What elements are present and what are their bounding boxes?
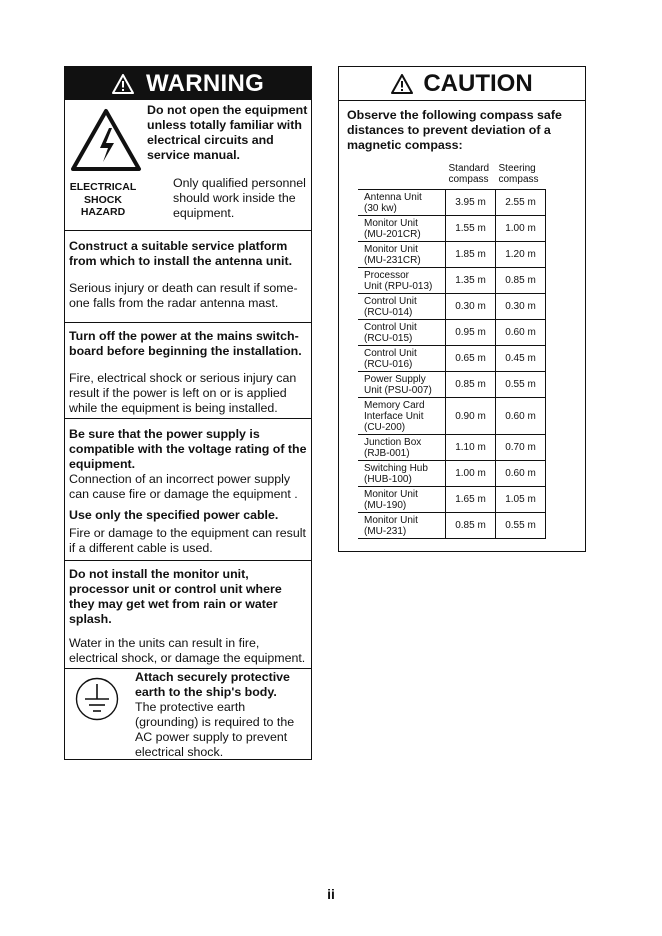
wet-warning-bold: Do not install the monitor unit, processor unit or control unit where they may get wet from rain or water splash. <box>69 567 282 626</box>
standard-distance-cell: 0.30 m <box>446 294 496 320</box>
platform-warning-bold: Construct a suitable service platform from which to install the antenna unit. <box>69 239 293 268</box>
hazard-label-line: ELECTRICAL <box>69 181 137 193</box>
caution-triangle-icon <box>391 74 413 94</box>
steering-distance-cell: 0.45 m <box>496 346 546 372</box>
warning-header <box>65 67 311 100</box>
hazard-label-line: SHOCK <box>84 193 122 206</box>
unit-name-line: Power Supply <box>364 373 426 385</box>
unit-name-line: Control Unit <box>364 347 417 359</box>
unit-name-cell <box>358 461 446 487</box>
protective-earth-icon <box>75 677 119 721</box>
electric-warning-text: Only qualified personnel should work inside the equipment. <box>173 176 306 220</box>
standard-distance-cell: 3.95 m <box>446 190 496 216</box>
unit-column-header <box>358 163 446 190</box>
unit-name-line: (MU-201CR) <box>364 228 421 240</box>
steering-distance-cell: 1.05 m <box>496 487 546 513</box>
unit-name-line: (RCU-014) <box>364 306 413 318</box>
table-row <box>358 268 546 294</box>
unit-name-cell <box>358 190 446 216</box>
warning-panel <box>64 66 312 760</box>
table-row <box>358 398 546 435</box>
unit-name-cell <box>358 487 446 513</box>
table-row <box>358 487 546 513</box>
power-off-section <box>65 322 311 418</box>
unit-name-line: Monitor Unit <box>364 488 418 500</box>
unit-name-line: Junction Box <box>364 436 422 448</box>
unit-name-line: (CU-200) <box>364 421 406 433</box>
unit-name-line: Control Unit <box>364 295 417 307</box>
standard-distance-cell: 1.10 m <box>446 435 496 461</box>
unit-name-cell <box>358 513 446 539</box>
unit-name-line: Unit (RPU-013) <box>364 280 433 292</box>
steering-distance-cell: 0.60 m <box>496 398 546 435</box>
steering-distance-cell: 2.55 m <box>496 190 546 216</box>
earth-warning-bold: Attach securely protective earth to the ship's body. <box>135 670 290 699</box>
power-off-warning-text: Fire, electrical shock or serious injury can result if the power is left on or is applied while the equipment is being installed. <box>69 371 297 415</box>
power-off-warning-bold: Turn off the power at the mains switch-board before beginning the installation. <box>69 329 302 358</box>
warning-title: WARNING <box>145 69 265 97</box>
high-voltage-icon <box>70 108 142 172</box>
unit-name-cell <box>358 320 446 346</box>
steering-distance-cell: 0.55 m <box>496 513 546 539</box>
standard-distance-cell: 0.95 m <box>446 320 496 346</box>
standard-distance-cell: 0.90 m <box>446 398 496 435</box>
unit-name-line: Interface Unit <box>364 410 424 422</box>
unit-name-cell <box>358 268 446 294</box>
unit-name-line: (MU-190) <box>364 499 407 511</box>
unit-name-line: Monitor Unit <box>364 217 418 229</box>
unit-name-line: Monitor Unit <box>364 514 418 526</box>
standard-distance-cell: 1.85 m <box>446 242 496 268</box>
steering-distance-cell: 1.20 m <box>496 242 546 268</box>
page-number: ii <box>327 886 335 902</box>
steering-distance-cell: 0.60 m <box>496 320 546 346</box>
steering-distance-cell: 1.00 m <box>496 216 546 242</box>
unit-name-line: (MU-231CR) <box>364 254 421 266</box>
caution-panel <box>338 66 586 552</box>
unit-name-line: (RCU-015) <box>364 332 413 344</box>
unit-name-line: (HUB-100) <box>364 473 412 485</box>
power-cable-warning-text: Fire or damage to the equipment can result if a different cable is used. <box>69 526 306 555</box>
compass-distance-table <box>358 163 546 539</box>
power-cable-warning-bold: Use only the specified power cable. <box>69 508 279 522</box>
hazard-label-line: HAZARD <box>80 206 126 218</box>
steering-distance-cell: 0.60 m <box>496 461 546 487</box>
caution-title: CAUTION <box>423 69 533 97</box>
table-header-row <box>358 163 546 190</box>
wet-location-section <box>65 560 311 668</box>
unit-name-cell <box>358 346 446 372</box>
warning-triangle-icon <box>112 74 134 94</box>
platform-section <box>65 230 311 322</box>
table-row <box>358 372 546 398</box>
caution-intro: Observe the following compass safe distances to prevent deviation of a magnetic compass: <box>347 108 562 152</box>
power-supply-warning-bold: Be sure that the power supply is compatible with the voltage rating of the equipment. <box>69 427 307 471</box>
unit-name-cell <box>358 216 446 242</box>
steering-compass-header: Steering compass <box>496 163 546 190</box>
unit-name-cell <box>358 435 446 461</box>
unit-name-cell <box>358 294 446 320</box>
steering-distance-cell: 0.85 m <box>496 268 546 294</box>
standard-distance-cell: 1.55 m <box>446 216 496 242</box>
table-row <box>358 513 546 539</box>
table-row <box>358 435 546 461</box>
unit-name-line: Antenna Unit <box>364 191 422 203</box>
platform-warning-text: Serious injury or death can result if some-one falls from the radar antenna mast. <box>69 281 298 310</box>
table-row <box>358 190 546 216</box>
standard-distance-cell: 0.85 m <box>446 372 496 398</box>
unit-name-line: Monitor Unit <box>364 243 418 255</box>
table-row <box>358 242 546 268</box>
unit-name-line: Processor <box>364 269 410 281</box>
table-row <box>358 320 546 346</box>
unit-name-line: Switching Hub <box>364 462 428 474</box>
caution-header <box>339 67 585 101</box>
steering-distance-cell: 0.30 m <box>496 294 546 320</box>
electrical-hazard-section <box>65 100 311 230</box>
power-supply-section <box>65 418 311 560</box>
unit-name-line: (RCU-016) <box>364 358 413 370</box>
table-row <box>358 294 546 320</box>
standard-distance-cell: 0.85 m <box>446 513 496 539</box>
standard-distance-cell: 1.00 m <box>446 461 496 487</box>
earth-section <box>65 668 311 761</box>
unit-name-line: (RJB-001) <box>364 447 410 459</box>
standard-distance-cell: 0.65 m <box>446 346 496 372</box>
earth-warning-text: The protective earth (grounding) is required to the AC power supply to prevent electrical shock. <box>135 700 295 759</box>
power-supply-warning-text: Connection of an incorrect power supply can cause fire or damage the equipment . <box>69 472 298 501</box>
table-row <box>358 216 546 242</box>
unit-name-line: Memory Card <box>364 399 425 411</box>
unit-name-line: Control Unit <box>364 321 417 333</box>
wet-warning-text: Water in the units can result in fire, electrical shock, or damage the equipment. <box>69 636 306 665</box>
steering-distance-cell: 0.70 m <box>496 435 546 461</box>
standard-compass-header: Standard compass <box>446 163 496 190</box>
unit-name-cell <box>358 242 446 268</box>
steering-distance-cell: 0.55 m <box>496 372 546 398</box>
table-row <box>358 346 546 372</box>
unit-name-line: Unit (PSU-007) <box>364 384 432 396</box>
unit-name-cell <box>358 398 446 435</box>
table-row <box>358 461 546 487</box>
hazard-label <box>65 181 141 219</box>
unit-name-line: (MU-231) <box>364 525 407 537</box>
standard-distance-cell: 1.35 m <box>446 268 496 294</box>
electric-warning-bold: Do not open the equipment unless totally familiar with electrical circuits and service manual. <box>147 103 308 162</box>
unit-name-cell <box>358 372 446 398</box>
standard-distance-cell: 1.65 m <box>446 487 496 513</box>
unit-name-line: (30 kw) <box>364 202 397 214</box>
